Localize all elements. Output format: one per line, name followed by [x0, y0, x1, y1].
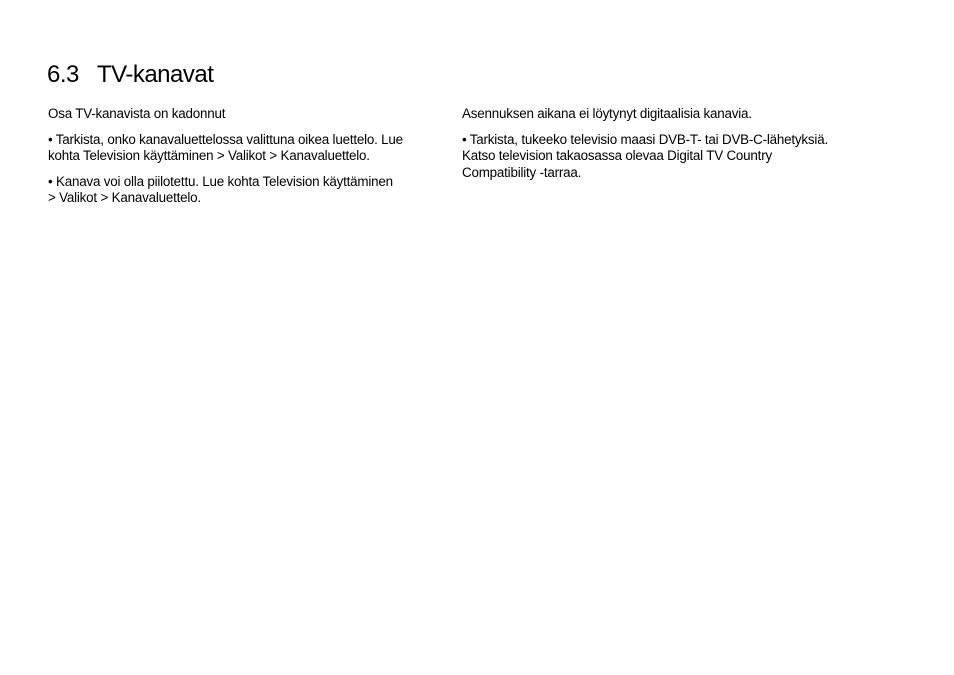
left-column: [48, 106, 403, 216]
tip-check-channel-list: • Tarkista, onko kanavaluettelossa valittuna oikea luettelo. Lue kohta Television käyttäminen > Valikot > Kanavaluettelo.: [48, 131, 403, 164]
problem-title-missing-channels: Osa TV-kanavista on kadonnut: [48, 106, 226, 121]
problem-title-no-digital-channels: Asennuksen aikana ei löytynyt digitaalisia kanavia.: [462, 106, 752, 121]
tip-check-dvb-support: • Tarkista, tukeeko televisio maasi DVB-T- tai DVB-C-lähetyksiä. Katso television takaosassa olevaa Digital TV Country Compatibility -tarraa.: [462, 131, 828, 180]
section-heading: [47, 60, 213, 90]
tip-channel-hidden: • Kanava voi olla piilotettu. Lue kohta Television käyttäminen > Valikot > Kanavaluettelo.: [48, 173, 393, 206]
section-title: TV-kanavat: [97, 61, 214, 88]
right-column: [462, 106, 837, 190]
section-number: 6.3: [47, 61, 79, 88]
